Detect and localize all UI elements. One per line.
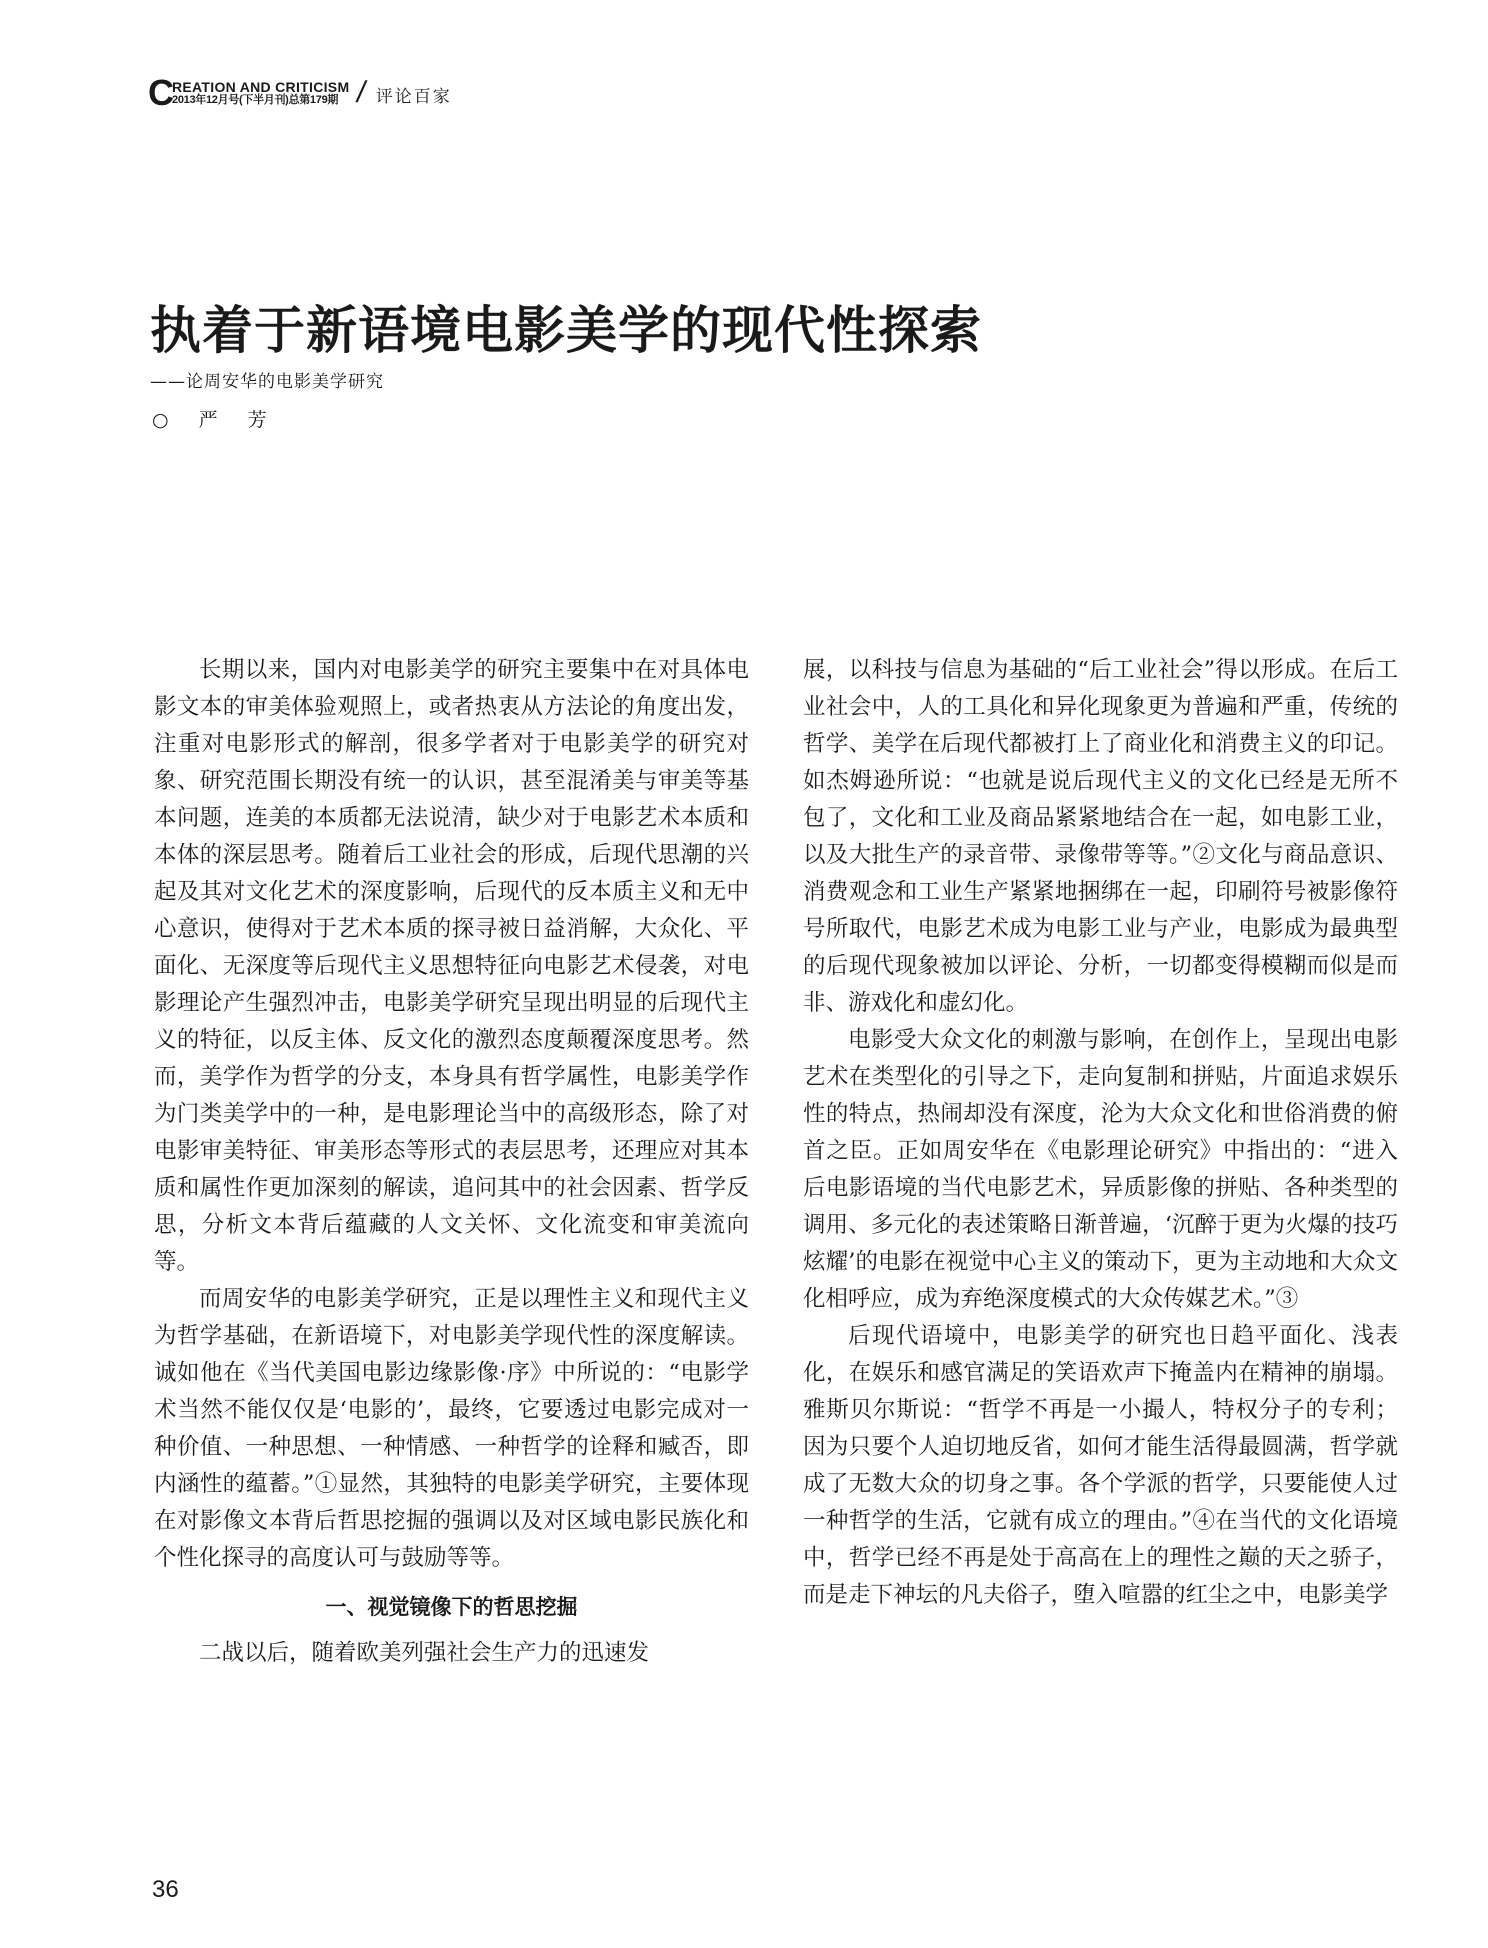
article-subtitle: ——论周安华的电影美学研究 <box>150 372 384 392</box>
section-heading: 一、视觉镜像下的哲思挖掘 <box>325 1595 578 1619</box>
paragraph: 电影受大众文化的刺激与影响，在创作上，呈现出电影艺术在类型化的引导之下，走向复制和拼贴，片面追求娱乐性的特点，热闹却没有深度，沦为大众文化和世俗消费的俯首之臣。正如周安华在《电影理论研究》中指出的：“进入后电影语境的当代电影艺术，异质影像的拼贴、各种类型的调用、多元化的表述策略日渐普遍，‘沉醉于更为火爆的技巧炫耀’的电影在视觉中心主义的策动下，更为主动地和大众文化相呼应，成为弃绝深度模式的大众传媒艺术。”③ <box>803 1027 1398 1312</box>
paragraph: 而周安华的电影美学研究，正是以理性主义和现代主义为哲学基础，在新语境下，对电影美学现代性的深度解读。诚如他在《当代美国电影边缘影像·序》中所说的：“电影学术当然不能仅仅是‘电影的’，最终，它要透过电影完成对一种价值、一种思想、一种情感、一种哲学的诠释和臧否，即内涵性的蕴蓄。”①显然，其独特的电影美学研究，主要体现在对影像文本背后哲思挖掘的强调以及对区域电影民族化和个性化探寻的高度认可与鼓励等等。 <box>154 1286 749 1571</box>
masthead-initial: C <box>148 72 172 113</box>
page-number: 36 <box>152 1876 179 1903</box>
left-column <box>154 652 749 1672</box>
paragraph: 展，以科技与信息为基础的“后工业社会”得以形成。在后工业社会中，人的工具化和异化现象更为普遍和严重，传统的哲学、美学在后现代都被打上了商业化和消费主义的印记。如杰姆逊所说：“也就是说后现代主义的文化已经是无所不包了，文化和工业及商品紧紧地结合在一起，如电影工业，以及大批生产的录音带、录像带等等。”②文化与商品意识、消费观念和工业生产紧紧地捆绑在一起，印刷符号被影像符号所取代，电影艺术成为电影工业与产业，电影成为最典型的后现代现象被加以评论、分析，一切都变得模糊而似是而非、游戏化和虚幻化。 <box>803 657 1398 1016</box>
article-author: ○ 严 芳 <box>152 409 279 431</box>
header-separator: / <box>354 76 369 109</box>
right-column <box>803 652 1398 1614</box>
issue-info: 2013年12月号(下半月刊)总第179期 <box>172 93 339 106</box>
paragraph: 二战以后，随着欧美列强社会生产力的迅速发 <box>199 1640 650 1666</box>
running-header <box>148 72 452 113</box>
paragraph: 后现代语境中，电影美学的研究也日趋平面化、浅表化，在娱乐和感官满足的笑语欢声下掩盖内在精神的崩塌。雅斯贝尔斯说：“哲学不再是一小撮人，特权分子的专利；因为只要个人迫切地反省，如何才能生活得最圆满，哲学就成了无数大众的切身之事。各个学派的哲学，只要能使人过一种哲学的生活，它就有成立的理由。”④在当代的文化语境中，哲学已经不再是处于高高在上的理性之巅的天之骄子，而是走下神坛的凡夫俗子，堕入喧嚣的红尘之中，电影美学 <box>803 1323 1398 1608</box>
magazine-name: REATION AND CRITICISM <box>172 78 350 95</box>
article-title: 执着于新语境电影美学的现代性探索 <box>150 301 983 361</box>
paragraph: 长期以来，国内对电影美学的研究主要集中在对具体电影文本的审美体验观照上，或者热衷从方法论的角度出发，注重对电影形式的解剖，很多学者对于电影美学的研究对象、研究范围长期没有统一的认识，甚至混淆美与审美等基本问题，连美的本质都无法说清，缺少对于电影艺术本质和本体的深层思考。随着后工业社会的形成，后现代思潮的兴起及其对文化艺术的深度影响，后现代的反本质主义和无中心意识，使得对于艺术本质的探寻被日益消解，大众化、平面化、无深度等后现代主义思想特征向电影艺术侵袭，对电影理论产生强烈冲击，电影美学研究呈现出明显的后现代主义的特征，以反主体、反文化的激烈态度颠覆深度思考。然而，美学作为哲学的分支，本身具有哲学属性，电影美学作为门类美学中的一种，是电影理论当中的高级形态，除了对电影审美特征、审美形态等形式的表层思考，还理应对其本质和属性作更加深刻的解读，追问其中的社会因素、哲学反思，分析文本背后蕴藏的人文关怀、文化流变和审美流向等。 <box>154 657 749 1275</box>
magazine-masthead <box>148 72 350 113</box>
column-name: 评论百家 <box>375 87 452 107</box>
